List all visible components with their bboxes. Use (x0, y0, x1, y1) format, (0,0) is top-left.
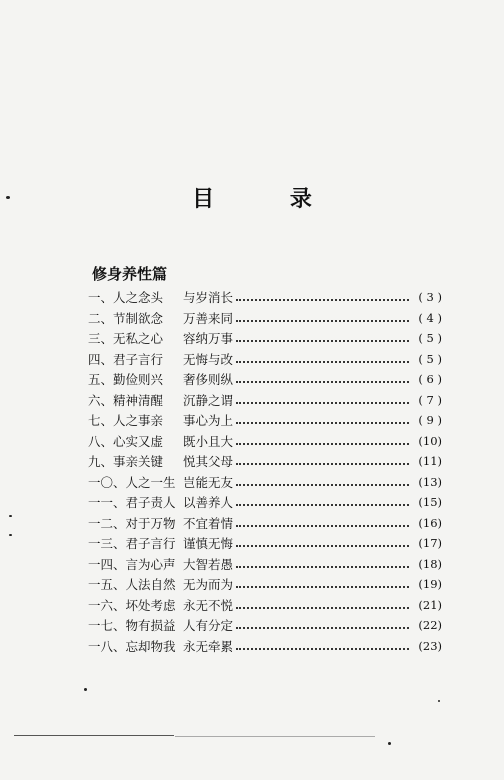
toc-entry-subtitle: 无为而为 (183, 577, 234, 593)
toc-entry (88, 390, 442, 411)
toc-entry (88, 595, 442, 616)
toc-entry-page: (10) (418, 433, 442, 448)
toc-entry-heading: 一五、人法自然 (88, 577, 176, 593)
toc-entry (88, 308, 442, 329)
toc-entry (88, 472, 442, 493)
toc-entry-heading: 八、心实又虚 (88, 433, 164, 449)
toc-entry-subtitle: 容纳万事 (183, 331, 234, 347)
toc-entry-heading: 一六、坏处考虑 (88, 597, 176, 613)
dot-leader (236, 525, 409, 527)
toc-entry (88, 431, 442, 452)
toc-entry-page: (13) (418, 474, 442, 489)
toc-entry-subtitle: 以善养人 (183, 495, 234, 511)
toc-entry-page: ( 3 ) (418, 290, 442, 305)
toc-entry-heading: 一二、对于万物 (88, 515, 176, 531)
toc-entry-heading: 一七、物有损益 (88, 618, 176, 634)
toc-entry-page: (19) (418, 577, 442, 592)
toc-entry-page: (18) (418, 556, 442, 571)
scan-speck (9, 515, 12, 517)
toc-entry-page: (22) (418, 618, 442, 633)
dot-leader (236, 320, 409, 322)
toc-entry-page: (15) (418, 495, 442, 510)
dot-leader (236, 422, 409, 424)
toc-entry (88, 349, 442, 370)
dot-leader (236, 443, 409, 445)
section-heading: 修身养性篇 (92, 265, 168, 283)
toc-entry (88, 554, 442, 575)
toc-entry-page: (11) (418, 454, 442, 469)
toc-entry-subtitle: 岂能无友 (183, 474, 234, 490)
toc-entry-heading: 九、事亲关键 (88, 454, 164, 470)
dot-leader (236, 504, 409, 506)
toc-entry-page: ( 6 ) (418, 372, 442, 387)
scan-line (14, 735, 174, 736)
toc-entry-page: ( 7 ) (418, 392, 442, 407)
toc-entry-heading: 一、人之念头 (88, 290, 164, 306)
dot-leader (236, 361, 409, 363)
toc-entry-subtitle: 谨慎无悔 (183, 536, 234, 552)
scan-speck (9, 534, 12, 536)
toc-entry-page: ( 5 ) (418, 331, 442, 346)
toc-entry-subtitle: 永无不悦 (183, 597, 234, 613)
dot-leader (236, 299, 409, 301)
table-of-contents (88, 287, 442, 656)
scan-line (175, 736, 375, 737)
dot-leader (236, 648, 409, 650)
toc-entry-subtitle: 万善来同 (183, 310, 234, 326)
toc-entry-heading: 四、君子言行 (88, 351, 164, 367)
toc-entry-subtitle: 奢侈则纵 (183, 372, 234, 388)
dot-leader (236, 402, 409, 404)
toc-entry (88, 513, 442, 534)
scan-speck (388, 742, 391, 745)
dot-leader (236, 463, 409, 465)
dot-leader (236, 607, 409, 609)
toc-entry-heading: 一四、言为心声 (88, 556, 176, 572)
dot-leader (236, 627, 409, 629)
dot-leader (236, 566, 409, 568)
toc-entry (88, 636, 442, 657)
dot-leader (236, 484, 409, 486)
toc-entry-heading: 六、精神清醒 (88, 392, 164, 408)
toc-entry-subtitle: 与岁消长 (183, 290, 234, 306)
toc-entry (88, 287, 442, 308)
scan-speck (6, 196, 10, 199)
dot-leader (236, 545, 409, 547)
toc-entry-heading: 七、人之事亲 (88, 413, 164, 429)
toc-entry-page: (17) (418, 536, 442, 551)
toc-entry (88, 492, 442, 513)
scan-speck (84, 688, 87, 691)
toc-entry-subtitle: 大智若愚 (183, 556, 234, 572)
dot-leader (236, 586, 409, 588)
toc-entry-subtitle: 人有分定 (183, 618, 234, 634)
toc-entry (88, 410, 442, 431)
toc-entry-heading: 一三、君子言行 (88, 536, 176, 552)
toc-entry-subtitle: 不宜着情 (183, 515, 234, 531)
toc-entry-page: (16) (418, 515, 442, 530)
toc-entry (88, 369, 442, 390)
toc-entry-heading: 二、节制欲念 (88, 310, 164, 326)
toc-entry (88, 533, 442, 554)
dot-leader (236, 381, 409, 383)
toc-entry-page: (21) (418, 597, 442, 612)
toc-entry (88, 328, 442, 349)
toc-entry (88, 615, 442, 636)
toc-entry-heading: 一〇、人之一生 (88, 474, 176, 490)
toc-entry-subtitle: 悦其父母 (183, 454, 234, 470)
toc-entry-subtitle: 永无牵累 (183, 638, 234, 654)
toc-entry-page: ( 4 ) (418, 310, 442, 325)
scan-speck (438, 700, 440, 702)
dot-leader (236, 340, 409, 342)
toc-entry (88, 451, 442, 472)
toc-entry-subtitle: 沉静之谓 (183, 392, 234, 408)
toc-entry-subtitle: 事心为上 (183, 413, 234, 429)
toc-entry-subtitle: 既小且大 (183, 433, 234, 449)
toc-entry-subtitle: 无悔与改 (183, 351, 234, 367)
toc-entry-page: (23) (418, 638, 442, 653)
toc-entry-heading: 一一、君子责人 (88, 495, 176, 511)
toc-entry-page: ( 9 ) (418, 413, 442, 428)
toc-entry-heading: 五、勤俭则兴 (88, 372, 164, 388)
toc-entry-heading: 一八、忘却物我 (88, 638, 176, 654)
toc-entry-page: ( 5 ) (418, 351, 442, 366)
toc-entry (88, 574, 442, 595)
toc-entry-heading: 三、无私之心 (88, 331, 164, 347)
page-title: 目 录 (192, 187, 346, 212)
